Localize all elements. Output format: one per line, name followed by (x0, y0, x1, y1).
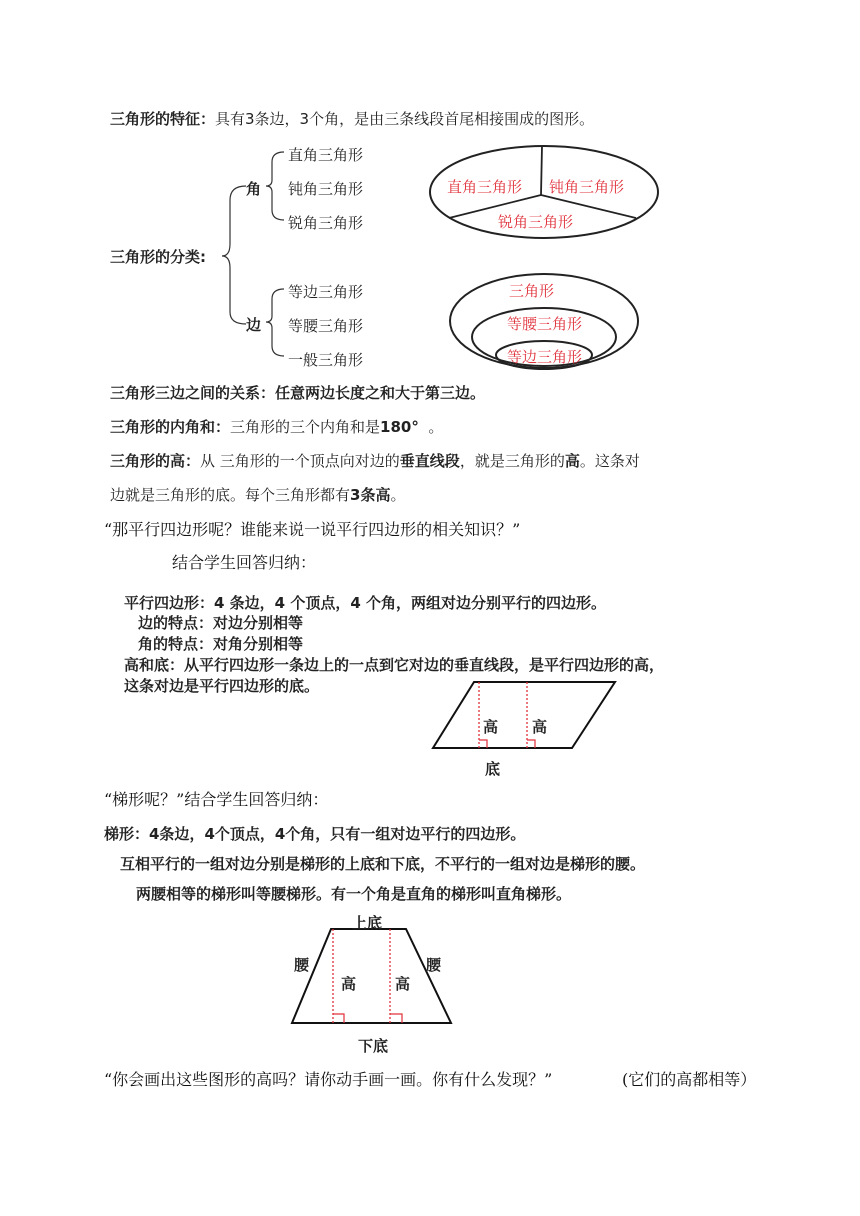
right-angle-mark (333, 1014, 344, 1023)
by-angle-label: 角 (246, 180, 262, 198)
trapezoid-fig-leg-right: 腰 (426, 956, 442, 974)
parallelogram-fig-high-1: 高 (483, 718, 499, 736)
sides-relation: 三角形三边之间的关系：任意两边长度之和大于第三边。 (110, 384, 486, 402)
final-question: “你会画出这些图形的高吗？请你动手画一画。你有什么发现？” (104, 1070, 553, 1089)
parallelogram-height-line1: 高和底：从平行四边形一条边上的一点到它对边的垂直线段，是平行四边形的高， (124, 656, 665, 674)
trapezoid-fig-high-1: 高 (341, 975, 357, 993)
triangle-height-line1: 三角形的高：从 三角形的一个顶点向对边的垂直线段，就是三角形的高。这条对 (110, 452, 640, 470)
parallelogram-shape (433, 682, 615, 748)
parallelogram-height-line2: 这条对边是平行四边形的底。 (124, 677, 320, 695)
final-answer: (它们的高都相等） (622, 1070, 757, 1089)
nested-label-equilateral: 等边三角形 (507, 348, 583, 366)
right-angle-mark (390, 1014, 402, 1023)
side-item-scalene: 一般三角形 (288, 351, 364, 369)
angle-brace (266, 152, 284, 220)
ellipse-label-obtuse: 钝角三角形 (549, 178, 625, 196)
angle-item-acute: 锐角三角形 (288, 214, 364, 232)
by-side-label: 边 (246, 316, 262, 334)
angle-item-right: 直角三角形 (288, 146, 364, 164)
trapezoid-fig-high-2: 高 (395, 975, 411, 993)
classification-brace (222, 186, 246, 324)
side-item-equilateral: 等边三角形 (288, 283, 364, 301)
trapezoid-fig-top: 上底 (352, 914, 383, 932)
angle-sum: 三角形的内角和：三角形的三个内角和是180° 。 (110, 418, 444, 436)
parallelogram-fig-high-2: 高 (532, 718, 548, 736)
trapezoid-definition: 梯形：4条边，4个顶点，4个角，只有一组对边平行的四边形。 (104, 825, 526, 843)
parallelogram-sides: 边的特点：对边分别相等 (138, 614, 304, 632)
trapezoid-shape (292, 929, 451, 1023)
right-angle-mark (527, 740, 535, 748)
triangle-height-line2: 边就是三角形的底。每个三角形都有3条高。 (110, 486, 406, 504)
right-angle-mark (479, 740, 487, 748)
trapezoid-kinds: 两腰相等的梯形叫等腰梯形。有一个角是直角的梯形叫直角梯形。 (136, 885, 572, 903)
nested-label-triangle: 三角形 (509, 282, 555, 300)
parallelogram-angles: 角的特点：对角分别相等 (138, 635, 304, 653)
trapezoid-fig-bottom: 下底 (358, 1037, 389, 1055)
ellipse-divider-top (541, 146, 542, 195)
nested-label-isosceles: 等腰三角形 (507, 315, 583, 333)
side-item-isosceles: 等腰三角形 (288, 317, 364, 335)
parallelogram-definition: 平行四边形：4 条边，4 个顶点，4 个角，两组对边分别平行的四边形。 (124, 594, 606, 612)
trapezoid-fig-leg-left: 腰 (294, 956, 310, 974)
parallelogram-question: “那平行四边形呢？谁能来说一说平行四边形的相关知识？” (104, 520, 521, 539)
trapezoid-question: “梯形呢？”结合学生回答归纳： (104, 790, 329, 809)
triangle-features: 三角形的特征：具有3条边，3个角，是由三条线段首尾相接围成的图形。 (110, 110, 595, 128)
classification-label: 三角形的分类: (110, 248, 206, 266)
angle-item-obtuse: 钝角三角形 (288, 180, 364, 198)
parallelogram-fig-base: 底 (485, 760, 501, 778)
summary-prompt: 结合学生回答归纳： (172, 553, 317, 572)
side-brace (266, 289, 284, 356)
ellipse-label-right: 直角三角形 (447, 178, 523, 196)
trapezoid-parts: 互相平行的一组对边分别是梯形的上底和下底，不平行的一组对边是梯形的腰。 (120, 855, 646, 873)
ellipse-label-acute: 锐角三角形 (498, 213, 574, 231)
